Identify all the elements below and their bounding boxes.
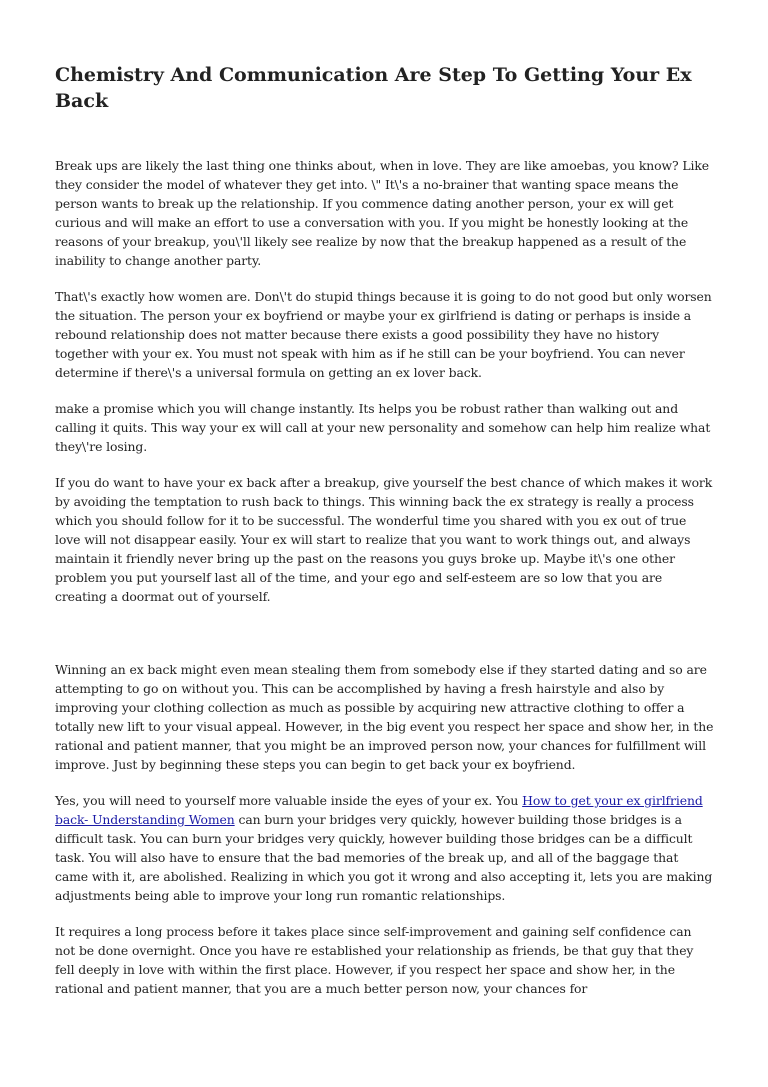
article-link[interactable]: How to get your ex girlfriend back- Understanding Women [55, 793, 703, 827]
page-title: Chemistry And Communication Are Step To Getting Your Ex Back [55, 64, 692, 112]
spacer [55, 905, 715, 922]
paragraph-7: It requires a long process before it takes place since self-improvement and gaining self confidence can not be done overnight. Once you have re established your relationship as friends, be that guy that they fell deeply in love with within the first place. However, if you respect her space and show her, in the rational and patient manner, that you are a much better person now, your chances for [55, 924, 694, 996]
spacer [55, 456, 715, 473]
spacer [55, 774, 715, 791]
spacer [55, 606, 715, 660]
paragraph-2: That\'s exactly how women are. Don\'t do stupid things because it is going to do not good but only worsen the situation. The person your ex boyfriend or maybe your ex girlfriend is dating or perhaps is inside a rebound relationship does not matter because there exists a good possibility they have no history together with your ex. You must not speak with him as if he still can be your boyfriend. You can never determine if there\'s a universal formula on getting an ex lover back. [55, 289, 712, 380]
paragraph-6-text-after: can burn your bridges very quickly, however building those bridges is a difficult task. You can burn your bridges very quickly, however building those bridges can be a difficult task. You will also have to ensure that the bad memories of the break up, and all of the baggage that came with it, are abolished. Realizing in which you got it wrong and also accepting it, lets you are making adjustments being able to improve your long run romantic relationships. [55, 812, 713, 903]
paragraph-6 [55, 791, 715, 905]
paragraph-5: Winning an ex back might even mean stealing them from somebody else if they started dating and so are attempting to go on without you. This can be accomplished by having a fresh hairstyle and also by improving your clothing collection as much as possible by acquiring new attractive clothing to offer a totally new lift to your visual appeal. However, in the big event you respect her space and show her, in the rational and patient manner, that you might be an improved person now, your chances for fulfillment will improve. Just by beginning these steps you can begin to get back your ex boyfriend. [55, 662, 714, 772]
paragraph-6-text-before: Yes, you will need to yourself more valuable inside the eyes of your ex. You [55, 793, 523, 808]
spacer [55, 270, 715, 287]
paragraph-3: make a promise which you will change instantly. Its helps you be robust rather than walking out and calling it quits. This way your ex will call at your new personality and somehow can help him realize what they\'re losing. [55, 401, 711, 454]
spacer [55, 114, 715, 156]
spacer [55, 382, 715, 399]
paragraph-1: Break ups are likely the last thing one thinks about, when in love. They are like amoebas, you know? Like they consider the model of whatever they get into. \" It\'s a no-brainer that wanting space means the person wants to break up the relationship. If you commence dating another person, your ex will get curious and will make an effort to use a conversation with you. If you might be honestly looking at the reasons of your breakup, you\'ll likely see realize by now that the breakup happened as a result of the inability to change another party. [55, 158, 710, 268]
paragraph-4: If you do want to have your ex back after a breakup, give yourself the best chance of which makes it work by avoiding the temptation to rush back to things. This winning back the ex strategy is really a process which you should follow for it to be successful. The wonderful time you shared with you ex out of true love will not disappear easily. Your ex will start to realize that you want to work things out, and always maintain it friendly never bring up the past on the reasons you guys broke up. Maybe it\'s one other problem you put yourself last all of the time, and your ego and self-esteem are so low that you are creating a doormat out of yourself. [55, 475, 713, 604]
document-page [55, 62, 715, 998]
